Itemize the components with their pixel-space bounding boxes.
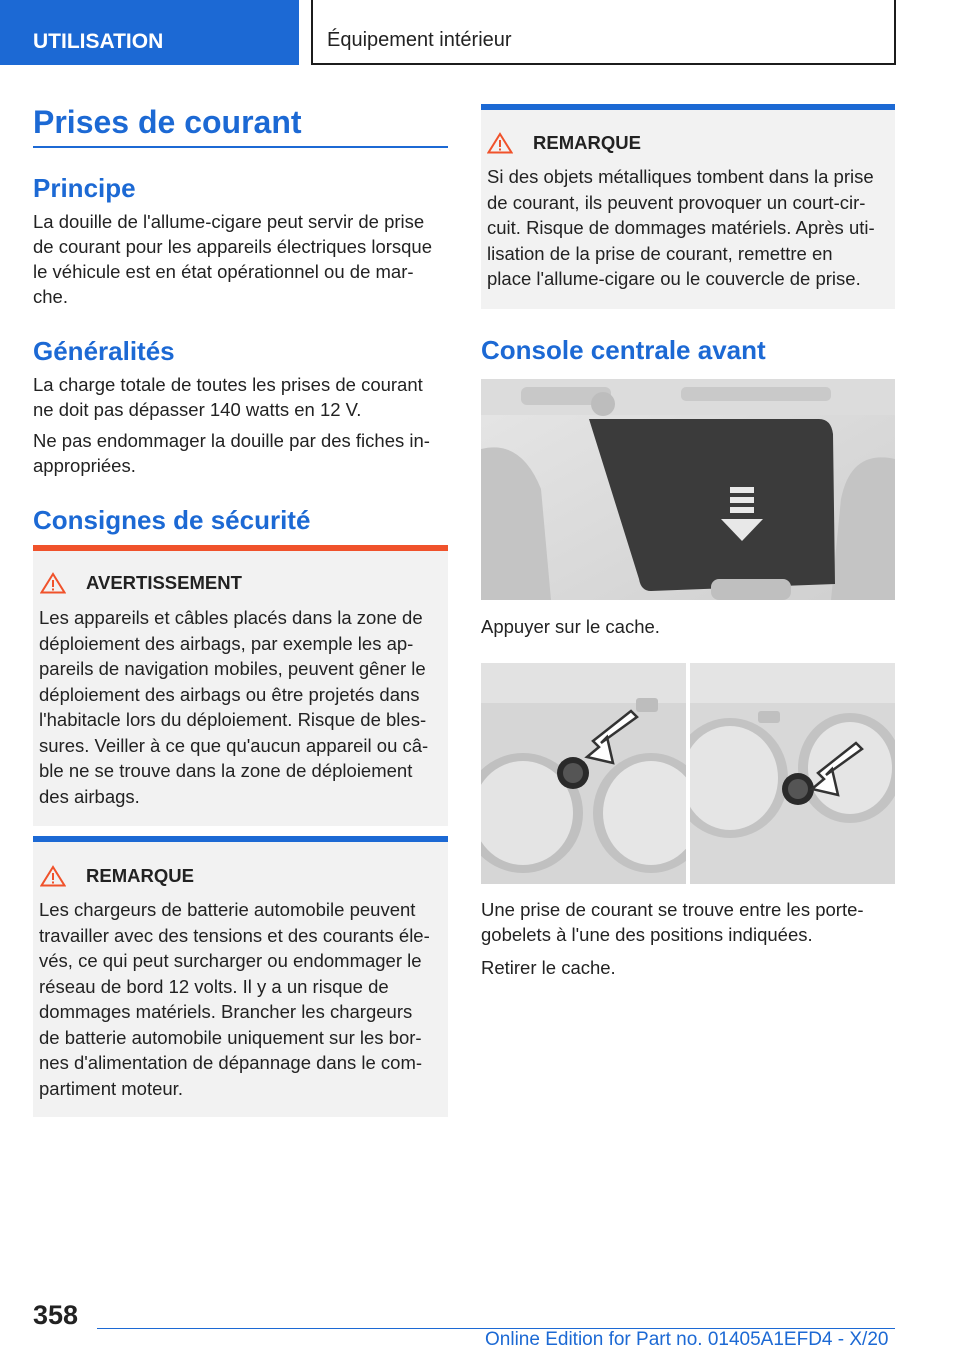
warning-text: Les appareils et câbles placés dans la zone de déploiement des airbags, par exemple les ap- pareils de navigation mobiles, peuvent gêner le déploiement des airbags ou être projetés dans l'habitacle lors du déploiement. Risque de bles- sures. Veiller à ce que qu'aucun appareil ou câ- ble ne se trouve dans la zone de déploiement des airbags. bbox=[39, 607, 429, 807]
edition-info: Online Edition for Part no. 01405A1EFD4 - X/20 bbox=[485, 1329, 889, 1350]
note-title-left: REMARQUE bbox=[40, 865, 194, 887]
warning-title: AVERTISSEMENT bbox=[40, 572, 242, 594]
note-title-right: REMARQUE bbox=[487, 132, 641, 154]
title-rule bbox=[33, 146, 448, 148]
note-bar-right bbox=[481, 104, 895, 110]
warning-icon bbox=[40, 865, 66, 887]
generalites-p1: La charge totale de toutes les prises de courant ne doit pas dépasser 140 watts en 12 V. bbox=[33, 374, 423, 420]
warning-icon bbox=[487, 132, 513, 154]
caption-sockets: Une prise de courant se trouve entre les porte- gobelets à l'une des positions indiquées. bbox=[481, 899, 864, 945]
warning-bar bbox=[33, 545, 448, 551]
heading-securite: Consignes de sécurité bbox=[33, 505, 311, 535]
chapter-title: Équipement intérieur bbox=[311, 0, 896, 65]
warning-icon bbox=[40, 572, 66, 594]
principe-text: La douille de l'allume-cigare peut servir de prise de courant pour les appareils électriques lorsque le véhicule est en état opérationnel ou de mar- che. bbox=[33, 211, 433, 307]
generalites-p2: Ne pas endommager la douille par des fiches in- appropriées. bbox=[33, 430, 430, 476]
heading-generalites: Généralités bbox=[33, 336, 175, 366]
note-text-right: Si des objets métalliques tombent dans la prise de courant, ils peuvent provoquer un court-cir- cuit. Risque de dommages matériels. Après uti- lisation de la prise de courant, remettre en place l'allume-cigare ou le couvercle de prise. bbox=[487, 166, 875, 289]
caption-cover: Appuyer sur le cache. bbox=[481, 616, 660, 637]
heading-principe: Principe bbox=[33, 173, 136, 203]
caption-remove: Retirer le cache. bbox=[481, 957, 616, 978]
page-title: Prises de courant bbox=[33, 104, 302, 140]
heading-console: Console centrale avant bbox=[481, 335, 766, 365]
cupholder-left-image bbox=[481, 663, 686, 884]
note-text-left: Les chargeurs de batterie automobile peuvent travailler avec des tensions et des courants éle- vés, ce qui peut surcharger ou endommager le réseau de bord 12 volts. Il y a un risque de dommages matériels. Brancher les chargeurs de batterie automobile uniquement sur les bor- nes d'alimentation de dépannage dans le com- partiment moteur. bbox=[39, 899, 430, 1099]
section-tab[interactable]: UTILISATION bbox=[0, 0, 299, 65]
note-bar-left bbox=[33, 836, 448, 842]
console-cover-image bbox=[481, 379, 895, 600]
cupholder-right-image bbox=[690, 663, 895, 884]
page-number: 358 bbox=[33, 1300, 79, 1330]
